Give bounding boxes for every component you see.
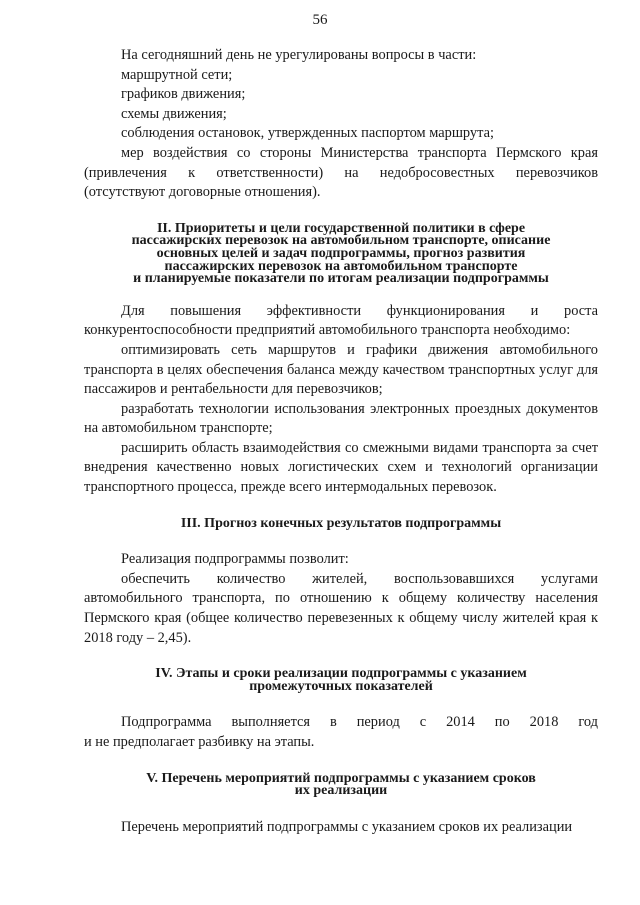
section2-p2: оптимизировать сеть маршрутов и графики движения автомобильного транспорта в целях обеспечения баланса между качеством транспортных услуг для пассажиров и рентабельности для перевозчиков; [84, 341, 598, 398]
section3-p1: Реализация подпрограммы позволит: [121, 551, 349, 568]
intro-item-stops: соблюдения остановок, утвержденных паспортом маршрута; [121, 125, 494, 142]
intro-lead: На сегодняшний день не урегулированы вопросы в части: [121, 47, 477, 63]
section4-heading-line: IV. Этапы и сроки реализации подпрограммы с указанием [155, 666, 527, 682]
section2-heading-line: II. Приоритеты и цели государственной политики в сфере [156, 220, 526, 236]
section4-heading-line: промежуточных показателей [249, 678, 433, 694]
section3-heading: III. Прогноз конечных результатов подпрограммы [180, 515, 502, 531]
intro-item-traffic-schemes: схемы движения; [121, 105, 227, 122]
intro-item-route-network: маршрутной сети; [121, 66, 233, 83]
section4-heading [84, 668, 598, 693]
section5-p1: Перечень мероприятий подпрограммы с указанием сроков их реализации [121, 818, 573, 835]
intro-item-schedules: графиков движения; [121, 86, 246, 103]
section4-p1-line2: и не предполагает разбивку на этапы. [84, 734, 315, 750]
section2-p1-line2: конкурентоспособности предприятий автомобильного транспорта необходимо: [84, 322, 571, 339]
section2-heading [84, 220, 598, 287]
section3-p2: обеспечить количество жителей, воспользовавшихся услугами автомобильного транспорта, по отношению к общему количеству населения Пермского края (общее количество перевезенных к общему числу жителей края к 2018 году – 2,45). [84, 570, 598, 646]
section2-heading-line: пассажирских перевозок на автомобильном транспорте, описание [131, 233, 551, 249]
section4-p1-line1: Подпрограмма выполняется в период с 2014 по 2018 год [121, 714, 598, 731]
section5-heading [84, 770, 598, 799]
intro-measures-line1: мер воздействия со стороны Министерства транспорта Пермского края [121, 144, 598, 161]
document-body [84, 46, 598, 837]
section2-heading-line: пассажирских перевозок на автомобильном транспорте [164, 258, 518, 274]
section2-p3: разработать технологии использования электронных проездных документов на автомобильном транспорте; [84, 400, 598, 437]
intro-measures-line2: (привлечения к ответственности) на недобросовестных перевозчиков [84, 164, 598, 181]
section5-heading-line: V. Перечень мероприятий подпрограммы с указанием сроков [146, 770, 536, 786]
intro-measures-line3: (отсутствуют договорные отношения). [84, 184, 321, 201]
section2-p1-line1: Для повышения эффективности функционирования и роста [121, 302, 598, 319]
section2-p4: расширить область взаимодействия со смежными видами транспорта за счет внедрения качественно новых логистических схем и технологий организации транспортного процесса, прежде всего интермодальных перевозок. [84, 439, 598, 496]
page-number: 56 [312, 12, 328, 28]
section2-heading-line: основных целей и задач подпрограммы, прогноз развития [156, 245, 526, 261]
section5-heading-line: их реализации [294, 783, 388, 799]
section2-heading-line: и планируемые показатели по итогам реализации подпрограммы [133, 271, 549, 287]
